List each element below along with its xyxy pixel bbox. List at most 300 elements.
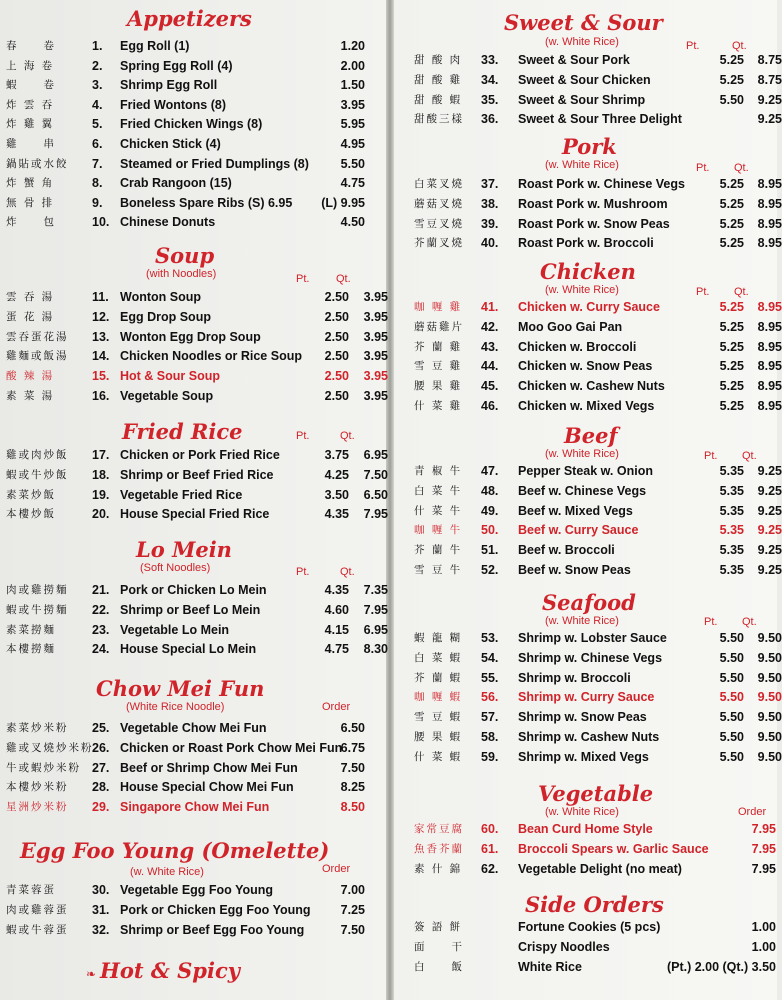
item-number: 41. <box>481 300 499 314</box>
menu-item-row <box>0 798 388 816</box>
item-name: Shrimp or Beef Egg Foo Young <box>120 922 305 937</box>
section-subtitle: (Soft Noodles) <box>140 562 211 574</box>
item-number: 59. <box>481 749 499 764</box>
menu-item-row <box>0 581 388 599</box>
section-title: Vegetable <box>538 781 654 806</box>
menu-item-row <box>0 387 388 405</box>
price-pint: 5.25 <box>719 379 744 394</box>
item-name: Fried Chicken Wings (8) <box>120 117 263 132</box>
price: 7.95 <box>751 822 776 836</box>
chinese-name: 青 椒 牛 <box>414 465 463 477</box>
chinese-name: 本樓撈麵 <box>6 643 56 656</box>
item-name: Chicken Noodles or Rice Soup <box>120 349 302 364</box>
price: (Pt.) 2.00 (Qt.) 3.50 <box>666 959 776 974</box>
section-subtitle: (with Noodles) <box>146 268 217 280</box>
price-pint: 5.25 <box>719 319 744 334</box>
section-subtitle: (White Rice Noodle) <box>126 701 225 713</box>
item-number: 58. <box>481 730 499 744</box>
chinese-name: 咖 喱 雞 <box>414 301 463 313</box>
menu-item-row <box>0 901 388 919</box>
section-title: Pork <box>562 134 617 159</box>
chinese-name: 炸 雞 翼 <box>6 118 55 131</box>
column-header-pt: Pt. <box>296 273 310 285</box>
price-pint: 5.25 <box>719 53 744 67</box>
item-number: 23. <box>92 622 110 637</box>
price-quart: 9.50 <box>757 631 782 645</box>
item-number: 62. <box>481 861 499 876</box>
menu-item-row <box>0 640 388 658</box>
chinese-name: 本樓炒米粉 <box>6 781 69 794</box>
price-quart: 9.50 <box>757 749 782 764</box>
menu-item-row <box>0 76 388 94</box>
chinese-name: 炸 蟹 角 <box>6 177 55 190</box>
chinese-name: 簽 語 餅 <box>414 921 463 933</box>
column-header-qt: Qt. <box>732 40 747 52</box>
menu-item-row <box>0 621 388 639</box>
section-title: Appetizers <box>127 6 252 31</box>
item-name: Chicken w. Curry Sauce <box>518 300 660 314</box>
item-number: 37. <box>481 177 499 191</box>
chinese-name: 雲吞蛋花湯 <box>6 330 69 343</box>
menu-item-row <box>0 308 388 326</box>
item-number: 25. <box>92 721 110 735</box>
menu-item-row <box>392 318 782 336</box>
item-number: 10. <box>92 215 110 230</box>
section-title: Sweet & Sour <box>504 10 663 35</box>
item-number: 3. <box>92 78 103 93</box>
item-number: 33. <box>481 53 499 67</box>
item-name: Beef w. Curry Sauce <box>518 523 639 538</box>
item-number: 31. <box>92 902 110 917</box>
price-quart: 6.95 <box>363 622 388 637</box>
item-number: 32. <box>92 922 110 937</box>
price-quart: 7.95 <box>363 602 388 617</box>
menu-item-row <box>392 502 782 520</box>
menu-item-row <box>0 135 388 153</box>
item-name: Wonton Egg Drop Soup <box>120 329 261 344</box>
item-number: 26. <box>92 740 110 755</box>
menu-item-row <box>0 486 388 504</box>
item-number: 39. <box>481 216 499 231</box>
price: 5.50 <box>340 156 365 171</box>
price-quart: 8.95 <box>757 359 782 374</box>
column-header-pt: Pt. <box>704 616 718 628</box>
chinese-name: 白 飯 <box>414 960 464 973</box>
section-subtitle: (w. White Rice) <box>545 36 619 48</box>
section-title: Lo Mein <box>136 537 232 562</box>
price-pint: 2.50 <box>324 309 349 324</box>
price-quart: 8.95 <box>757 177 782 191</box>
menu-item-row <box>392 234 782 252</box>
item-number: 7. <box>92 156 103 171</box>
item-number: 13. <box>92 329 110 344</box>
price-pint: 3.50 <box>324 487 349 502</box>
price: 7.50 <box>340 922 365 937</box>
chinese-name: 雞 串 <box>6 138 56 150</box>
item-name: Crab Rangoon (15) <box>120 176 232 191</box>
price: 8.50 <box>340 800 365 815</box>
item-number: 29. <box>92 800 110 815</box>
section-title: Chicken <box>540 259 636 284</box>
menu-item-row <box>392 958 777 976</box>
price: 7.25 <box>340 902 365 917</box>
price: 3.95 <box>340 97 365 112</box>
chinese-name: 甜酸三樣 <box>414 113 464 126</box>
price-quart: 9.50 <box>757 730 782 744</box>
column-header-qt: Qt. <box>340 566 355 578</box>
price-quart: 3.95 <box>363 309 388 324</box>
item-name: Vegetable Soup <box>120 389 214 403</box>
chinese-name: 白 菜 牛 <box>414 484 463 497</box>
item-name: Shrimp or Beef Fried Rice <box>120 467 274 482</box>
item-name: Sweet & Sour Three Delight <box>518 112 682 127</box>
price: 1.50 <box>340 78 365 93</box>
price-pint: 5.50 <box>719 690 744 705</box>
chinese-name: 甜 酸 雞 <box>414 73 463 86</box>
price: 7.00 <box>340 883 365 897</box>
item-name: House Special Chow Mei Fun <box>120 780 294 795</box>
price-quart: 7.35 <box>363 583 388 597</box>
price: 8.25 <box>340 780 365 795</box>
price: 7.50 <box>340 760 365 775</box>
item-number: 8. <box>92 176 103 191</box>
item-number: 19. <box>92 487 110 502</box>
chinese-name: 本樓炒飯 <box>6 508 56 521</box>
price-pint: 5.35 <box>719 464 744 478</box>
menu-item-row <box>392 338 782 356</box>
item-number: 43. <box>481 339 499 354</box>
price-pint: 5.25 <box>719 72 744 87</box>
item-number: 27. <box>92 760 110 775</box>
chinese-name: 蛋 花 湯 <box>6 310 55 323</box>
chinese-name: 炸 雲 吞 <box>6 98 55 111</box>
item-number: 9. <box>92 195 103 210</box>
chinese-name: 咖 喱 蝦 <box>414 691 463 704</box>
item-name: House Special Fried Rice <box>120 507 270 522</box>
column-header-pt: Pt. <box>686 40 700 52</box>
item-name: Chicken or Roast Pork Chow Mei Fun <box>120 740 343 755</box>
item-name: Spring Egg Roll (4) <box>120 58 233 73</box>
menu-item-row <box>0 115 388 133</box>
price-pint: 4.35 <box>324 583 349 597</box>
item-number: 5. <box>92 117 103 132</box>
chinese-name: 雞或肉炒飯 <box>6 449 69 461</box>
chinese-name: 什 菜 蝦 <box>414 750 463 763</box>
item-number: 54. <box>481 650 499 665</box>
item-name: Shrimp w. Chinese Vegs <box>518 650 663 665</box>
menu-item-row <box>392 298 782 316</box>
menu-item-row <box>392 708 782 726</box>
price-quart: 8.95 <box>757 236 782 251</box>
item-name: Boneless Spare Ribs (S) 6.95 <box>120 195 293 210</box>
chinese-name: 素 菜 湯 <box>6 390 55 402</box>
chinese-name: 蝦 卷 <box>6 79 56 92</box>
item-number: 48. <box>481 483 499 498</box>
item-name: Shrimp w. Broccoli <box>518 670 631 685</box>
column-header-pt: Pt. <box>696 286 710 298</box>
item-name: Pork or Chicken Egg Foo Young <box>120 902 311 917</box>
chinese-name: 雪 豆 蝦 <box>414 711 463 724</box>
price-pint: 4.15 <box>324 622 349 637</box>
price-quart: 9.50 <box>757 670 782 685</box>
chinese-name: 蝦或牛炒飯 <box>6 468 69 481</box>
column-header-pt: Order <box>738 806 767 818</box>
menu-item-row <box>0 505 388 523</box>
price-pint: 5.35 <box>719 503 744 518</box>
item-name: Hot & Sour Soup <box>120 369 220 384</box>
column-header-pt: Pt. <box>296 566 310 578</box>
item-number: 14. <box>92 349 110 364</box>
price-pint: 5.35 <box>719 543 744 558</box>
menu-item-row <box>392 51 782 69</box>
price-pint: 5.35 <box>719 483 744 498</box>
price: 4.50 <box>340 215 365 230</box>
chinese-name: 春 卷 <box>6 40 56 52</box>
item-name: Chicken or Pork Fried Rice <box>120 448 280 462</box>
item-name: Beef w. Broccoli <box>518 543 615 558</box>
section-subtitle: (w. White Rice) <box>545 806 619 818</box>
item-name: Chicken w. Cashew Nuts <box>518 379 665 394</box>
chinese-name: 蘑菇叉燒 <box>414 197 464 210</box>
item-number: 2. <box>92 58 103 73</box>
item-number: 51. <box>481 543 499 558</box>
price-pint: 5.50 <box>719 92 744 107</box>
item-number: 12. <box>92 309 110 324</box>
price-quart: 6.95 <box>363 448 388 462</box>
price: 1.00 <box>751 920 776 934</box>
menu-item-row <box>0 57 388 75</box>
chinese-name: 青菜蓉蛋 <box>6 884 56 896</box>
menu-item-row <box>392 728 782 746</box>
item-name: Sweet & Sour Shrimp <box>518 92 646 107</box>
price-pint: 4.25 <box>324 467 349 482</box>
price-quart: 9.50 <box>757 690 782 705</box>
item-name: Egg Drop Soup <box>120 309 211 324</box>
menu-item-row <box>0 601 388 619</box>
item-name: Chicken w. Broccoli <box>518 339 637 354</box>
item-name: Pepper Steak w. Onion <box>518 464 653 478</box>
menu-item-row <box>392 561 782 579</box>
item-name: Egg Roll (1) <box>120 39 190 53</box>
item-number: 17. <box>92 448 110 462</box>
item-number: 34. <box>481 72 499 87</box>
menu-item-row <box>392 110 782 128</box>
item-name: Vegetable Chow Mei Fun <box>120 721 267 735</box>
price-quart: 3.95 <box>363 389 388 403</box>
price-quart: 9.25 <box>757 503 782 518</box>
item-number: 61. <box>481 841 499 856</box>
item-number: 30. <box>92 883 110 897</box>
item-number: 28. <box>92 780 110 795</box>
column-header-pt: Order <box>322 863 351 875</box>
section-title: Fried Rice <box>122 419 243 444</box>
menu-item-row <box>392 938 777 956</box>
menu-item-row <box>392 377 782 395</box>
chinese-name: 雪 豆 雞 <box>414 360 463 373</box>
item-name: House Special Lo Mein <box>120 642 257 657</box>
chinese-name: 蝦或牛蓉蛋 <box>6 923 69 936</box>
section-subtitle: (w. White Rice) <box>545 159 619 171</box>
column-header-qt: Qt. <box>336 273 351 285</box>
column-header-qt: Qt. <box>742 450 757 462</box>
item-number: 15. <box>92 369 110 384</box>
chinese-name: 咖 喱 牛 <box>414 524 463 537</box>
item-name: Fried Wontons (8) <box>120 97 227 112</box>
menu-item-row <box>392 91 782 109</box>
price-quart: 3.95 <box>363 349 388 364</box>
item-number: 40. <box>481 236 499 251</box>
chinese-name: 芥蘭叉燒 <box>414 237 464 250</box>
column-header-pt: Pt. <box>296 430 310 442</box>
price-pint: 5.25 <box>719 359 744 374</box>
price-pint: 2.50 <box>324 290 349 304</box>
item-number: 35. <box>481 92 499 107</box>
chinese-name: 酸 辣 湯 <box>6 370 55 383</box>
price: 2.00 <box>340 58 365 73</box>
price-pint: 5.25 <box>719 216 744 231</box>
section-title: Egg Foo Young (Omelette) <box>20 838 330 863</box>
item-name: Roast Pork w. Chinese Vegs <box>518 177 685 191</box>
item-name: Shrimp w. Cashew Nuts <box>518 730 660 744</box>
chinese-name: 星洲炒米粉 <box>6 801 69 814</box>
section-subtitle: (w. White Rice) <box>545 284 619 296</box>
chinese-name: 素菜炒米粉 <box>6 722 69 734</box>
item-name: Singapore Chow Mei Fun <box>120 800 270 815</box>
menu-item-row <box>0 155 388 173</box>
menu-item-row <box>392 840 777 858</box>
menu-item-row <box>392 397 782 415</box>
item-number: 53. <box>481 631 499 645</box>
price-quart: 7.95 <box>363 507 388 522</box>
item-name: Shrimp w. Snow Peas <box>518 710 647 725</box>
menu-item-row <box>0 921 388 939</box>
item-number: 42. <box>481 319 499 334</box>
item-name: Chinese Donuts <box>120 215 216 230</box>
price-pint: 5.50 <box>719 631 744 645</box>
menu-item-row <box>392 688 782 706</box>
chinese-name: 雞或叉燒炒米粉 <box>6 741 94 754</box>
section-subtitle: (w. White Rice) <box>545 448 619 460</box>
item-number: 4. <box>92 97 103 112</box>
item-name: Roast Pork w. Broccoli <box>518 236 654 251</box>
price-pint: 5.35 <box>719 563 744 577</box>
price: 7.95 <box>751 861 776 876</box>
price: 5.95 <box>340 117 365 132</box>
item-number: 44. <box>481 359 499 374</box>
price-quart: 8.95 <box>757 319 782 334</box>
menu-item-row <box>0 367 388 385</box>
price-pint: 4.75 <box>324 642 349 657</box>
chinese-name: 素菜炒飯 <box>6 488 56 501</box>
price-pint: 5.25 <box>719 300 744 314</box>
item-number: 52. <box>481 563 499 577</box>
price-pint: 5.50 <box>719 710 744 725</box>
item-number: 1. <box>92 39 103 53</box>
menu-item-row <box>0 96 388 114</box>
item-number: 11. <box>92 290 109 304</box>
price-pint: 5.25 <box>719 399 744 413</box>
menu-item-row <box>0 194 388 212</box>
price-quart: 8.75 <box>757 72 782 87</box>
menu-item-row <box>392 918 777 936</box>
chinese-name: 芥 蘭 蝦 <box>414 671 463 684</box>
menu-item-row <box>0 288 388 306</box>
chinese-name: 炸 包 <box>6 216 56 229</box>
price-quart: 7.50 <box>363 467 388 482</box>
price: 1.00 <box>751 939 776 954</box>
item-number: 60. <box>481 822 499 836</box>
item-name: Pork or Chicken Lo Mein <box>120 583 267 597</box>
item-name: White Rice <box>518 959 582 974</box>
menu-item-row <box>392 860 777 878</box>
price-quart: 9.50 <box>757 710 782 725</box>
menu-item-row <box>0 37 388 55</box>
menu-item-row <box>0 719 388 737</box>
item-number: 22. <box>92 602 110 617</box>
menu-item-row <box>0 881 388 899</box>
item-name: Chicken Stick (4) <box>120 137 221 151</box>
section-subtitle: (w. White Rice) <box>130 866 204 878</box>
chinese-name: 雲 吞 湯 <box>6 291 55 303</box>
price-pint: 2.50 <box>324 389 349 403</box>
menu-item-row <box>0 778 388 796</box>
menu-item-row <box>392 71 782 89</box>
section-title: Hot & Spicy <box>100 958 240 983</box>
section-title: Soup <box>155 243 215 268</box>
item-name: Shrimp w. Lobster Sauce <box>518 631 667 645</box>
item-name: Beef w. Snow Peas <box>518 563 631 577</box>
chinese-name: 甜 酸 肉 <box>414 54 463 66</box>
chinese-name: 雪 豆 牛 <box>414 564 463 576</box>
chinese-name: 甜 酸 蝦 <box>414 93 463 106</box>
column-header-qt: Qt. <box>734 286 749 298</box>
price: (L) 9.95 <box>321 195 365 210</box>
price-quart: 3.95 <box>363 329 388 344</box>
item-name: Shrimp w. Mixed Vegs <box>518 749 649 764</box>
price-pint: 5.25 <box>719 177 744 191</box>
chinese-name: 白菜叉燒 <box>414 178 464 190</box>
chinese-name: 無 骨 排 <box>6 196 55 209</box>
menu-item-row <box>392 649 782 667</box>
price-pint: 5.50 <box>719 650 744 665</box>
item-number: 55. <box>481 670 499 685</box>
chinese-name: 上 海 卷 <box>6 59 55 72</box>
menu-item-row <box>392 462 782 480</box>
chinese-name: 蘑菇雞片 <box>414 320 464 333</box>
menu-item-row <box>0 446 388 464</box>
menu-item-row <box>392 195 782 213</box>
item-name: Wonton Soup <box>120 290 201 304</box>
price-quart: 6.50 <box>363 487 388 502</box>
chinese-name: 什 菜 雞 <box>414 400 463 412</box>
menu-item-row <box>0 328 388 346</box>
price-quart: 8.75 <box>757 53 782 67</box>
price-pint: 5.25 <box>719 196 744 211</box>
price-quart: 9.25 <box>757 112 782 127</box>
price-pint: 2.50 <box>324 349 349 364</box>
price-quart: 8.95 <box>757 216 782 231</box>
price-quart: 8.95 <box>757 399 782 413</box>
price-quart: 9.25 <box>757 563 782 577</box>
item-name: Roast Pork w. Snow Peas <box>518 216 670 231</box>
price-quart: 8.30 <box>363 642 388 657</box>
chinese-name: 白 菜 蝦 <box>414 651 463 664</box>
item-number: 16. <box>92 389 110 403</box>
price-pint: 5.35 <box>719 523 744 538</box>
item-name: Sweet & Sour Chicken <box>518 72 651 87</box>
menu-item-row <box>392 215 782 233</box>
pepper-icon: ❧ <box>86 967 97 981</box>
